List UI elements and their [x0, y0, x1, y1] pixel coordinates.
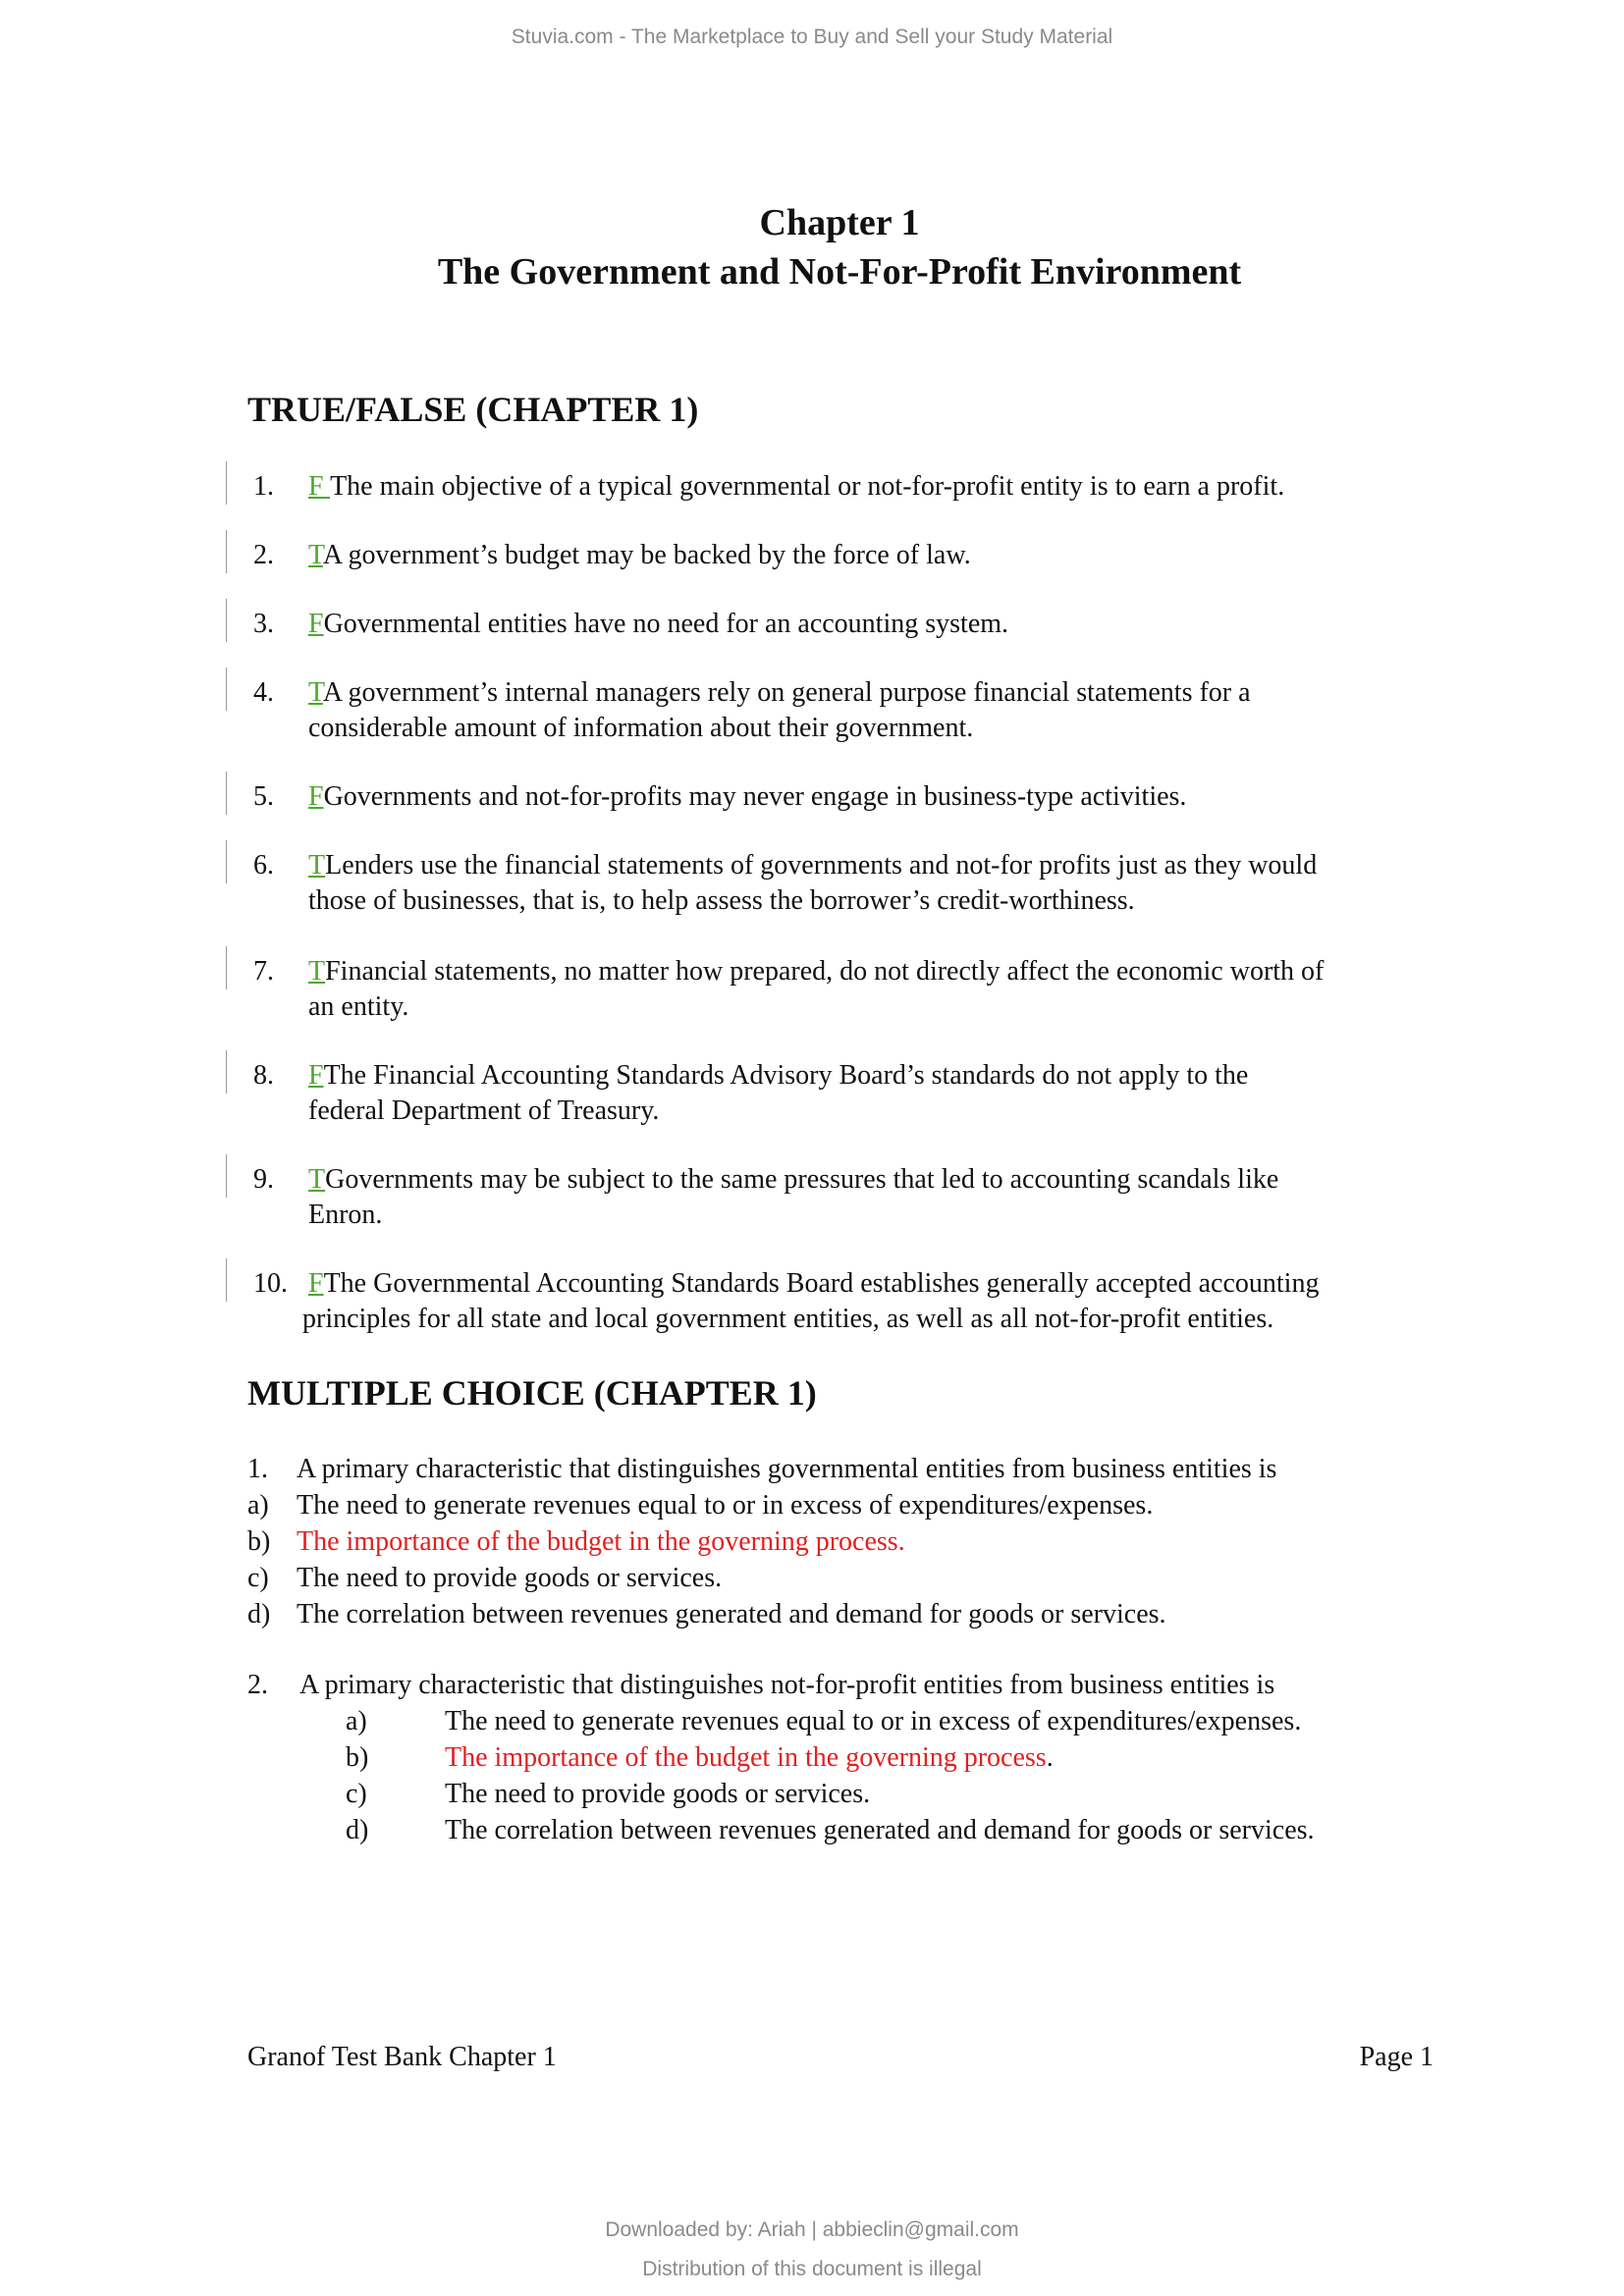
footer-page-number: Page 1 [1359, 2042, 1434, 2072]
revision-mark [226, 461, 227, 505]
mc-q1-option-b-correct: The importance of the budget in the governing process. [297, 1526, 905, 1557]
chapter-title: The Government and Not-For-Profit Environment [437, 251, 1242, 293]
tf-statement-line: Governments may be subject to the same pressures that led to accounting scandals like [325, 1164, 1279, 1195]
tf-item-number: 10. [253, 1268, 288, 1299]
tf-answer-key: F [308, 1268, 324, 1299]
mc-q1-option-label: c) [247, 1563, 269, 1593]
mc-q1-option-label: d) [247, 1599, 271, 1629]
tf-item-number: 4. [253, 677, 274, 708]
tf-statement-line: Lenders use the financial statements of governments and not-for profits just as they would [325, 850, 1318, 881]
mc-q2-option-label: c) [346, 1779, 367, 1809]
footer-left: Granof Test Bank Chapter 1 [247, 2042, 557, 2072]
tf-statement-line: principles for all state and local government entities, as well as all not-for-profit entities. [302, 1304, 1274, 1334]
tf-statement-line: Enron. [308, 1200, 383, 1230]
tf-answer-key: T [308, 1164, 326, 1195]
tf-statement-line: those of businesses, that is, to help assess the borrower’s credit-worthiness. [308, 885, 1135, 916]
tf-statement-line: Governmental entities have no need for an accounting system. [323, 609, 1009, 639]
tf-item-number: 7. [253, 956, 274, 987]
mc-q2-option-label: b) [346, 1742, 369, 1773]
tf-statement-line: A government’s budget may be backed by the force of law. [322, 540, 971, 570]
mc-q2-option-label: a) [346, 1706, 367, 1736]
watermark-header: Stuvia.com - The Marketplace to Buy and Sell your Study Material [511, 26, 1113, 48]
mc-q2-question: A primary characteristic that distinguishes not-for-profit entities from business entities is [299, 1670, 1275, 1700]
mc-q1-option-c: The need to provide goods or services. [297, 1563, 723, 1593]
revision-mark [226, 1050, 227, 1094]
tf-answer-key: T [308, 540, 323, 570]
mc-q2-option-c: The need to provide goods or services. [445, 1779, 871, 1809]
revision-mark [226, 840, 227, 883]
tf-statement-line: federal Department of Treasury. [308, 1095, 660, 1126]
mc-q1-option-label: b) [247, 1526, 271, 1557]
revision-mark [226, 772, 227, 815]
mc-q2-option-label: d) [346, 1815, 369, 1845]
mc-q1-option-a: The need to generate revenues equal to or in excess of expenditures/expenses. [297, 1490, 1154, 1521]
tf-answer-key: F [308, 609, 324, 639]
mc-q1-option-d: The correlation between revenues generated and demand for goods or services. [297, 1599, 1166, 1629]
watermark-distribution-notice: Distribution of this document is illegal [642, 2258, 982, 2280]
mc-section-heading: MULTIPLE CHOICE (CHAPTER 1) [247, 1373, 817, 1413]
mc-q1-question: A primary characteristic that distinguishes governmental entities from business entities is [297, 1454, 1277, 1484]
revision-mark [226, 599, 227, 642]
tf-item-number: 9. [253, 1164, 274, 1195]
mc-q1-number: 1. [247, 1454, 268, 1484]
revision-mark [226, 1258, 227, 1302]
tf-statement-line: A government’s internal managers rely on general purpose financial statements for a [322, 677, 1251, 708]
tf-answer-key: F [308, 781, 324, 812]
tf-statement-line: The Financial Accounting Standards Advisory Board’s standards do not apply to the [323, 1060, 1249, 1091]
mc-q2-number: 2. [247, 1670, 268, 1700]
tf-answer-key: F [308, 471, 331, 502]
tf-statement-line: The main objective of a typical governmental or not-for-profit entity is to earn a profit. [330, 471, 1285, 502]
chapter-number: Chapter 1 [759, 202, 920, 243]
tf-answer-key: F [308, 1060, 324, 1091]
tf-item-number: 3. [253, 609, 274, 639]
revision-mark [226, 946, 227, 989]
tf-item-number: 1. [253, 471, 274, 502]
watermark-downloaded-by: Downloaded by: Ariah | abbieclin@gmail.com [605, 2218, 1019, 2241]
tf-section-heading: TRUE/FALSE (CHAPTER 1) [247, 390, 699, 429]
tf-statement-line: an entity. [308, 991, 409, 1022]
mc-q1-option-label: a) [247, 1490, 269, 1521]
tf-statement-line: Governments and not-for-profits may never engage in business-type activities. [323, 781, 1187, 812]
mc-q2-option-b-correct [445, 1739, 1054, 1776]
mc-q2-option-d: The correlation between revenues generated and demand for goods or services. [445, 1815, 1315, 1845]
tf-statement-line: considerable amount of information about their government. [308, 713, 974, 743]
tf-item-number: 6. [253, 850, 274, 881]
tf-item-number: 8. [253, 1060, 274, 1091]
revision-mark [226, 1154, 227, 1198]
revision-mark [226, 530, 227, 573]
tf-item-number: 5. [253, 781, 274, 812]
tf-statement-line: Financial statements, no matter how prepared, do not directly affect the economic worth of [325, 956, 1325, 987]
tf-answer-key: T [308, 956, 326, 987]
mc-q2-option-a: The need to generate revenues equal to or in excess of expenditures/expenses. [445, 1706, 1302, 1736]
tf-statement-line: The Governmental Accounting Standards Board establishes generally accepted accounting [323, 1268, 1320, 1299]
tf-answer-key: T [308, 677, 323, 708]
tf-item-number: 2. [253, 540, 274, 570]
revision-mark [226, 667, 227, 711]
mc-q2-option-b-text: The importance of the budget in the governing process [445, 1742, 1047, 1773]
mc-q2-option-b-period: . [1046, 1742, 1054, 1773]
tf-answer-key: T [308, 850, 326, 881]
